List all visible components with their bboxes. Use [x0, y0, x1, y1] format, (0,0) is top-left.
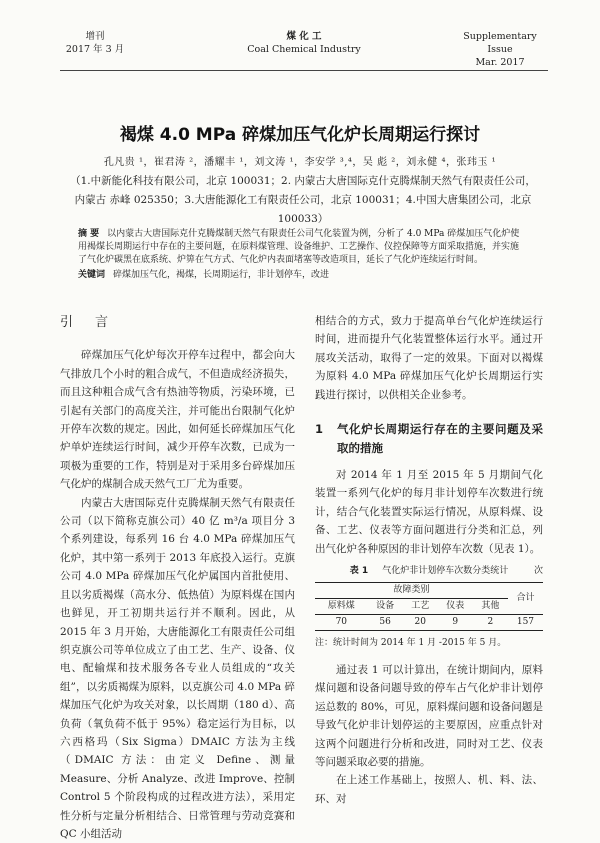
- journal-name-en: Coal Chemical Industry: [247, 44, 361, 55]
- table-1-title: 气化炉非计划停车次数分类统计: [382, 566, 509, 577]
- table-1-label: 表 1: [349, 566, 369, 577]
- affiliations: （1.中新能化科技有限公司，北京 100031；2. 内蒙古大唐国际克什克腾煤制天然气有限责任公司，内蒙古 赤峰 025350；3.大唐能源化工有限责任公司，北京 100031；4.中国大唐集团公司，北京 100033）: [70, 175, 536, 225]
- paper-title: 褐煤 4.0 MPa 碎煤加压气化炉长周期运行探讨: [119, 125, 481, 145]
- table-total-header: 合计: [516, 593, 535, 604]
- table-group-header: 故障类别: [315, 583, 508, 599]
- left-column: [60, 312, 295, 843]
- table-header-row: [315, 583, 543, 599]
- table-1: [315, 582, 543, 631]
- table-cell: 70: [335, 617, 348, 628]
- keywords-text: 碎煤加压气化，褐煤，长周期运行，非计划停车，改进: [113, 270, 330, 280]
- table-row: [315, 615, 543, 631]
- issue-date-en: Mar. 2017: [475, 57, 525, 68]
- section-1-paragraph-2: 通过表 1 可以计算出，在统计期间内，原料煤问题和设备问题导致的停车占气化炉非计划停运总数的 80%，可见，原料煤问题和设备问题是导致气化炉非计划停运的主要原因，应重点针对这两个问题进行分析和改进，同时对工艺、仪表等问题采取必要的措施。: [315, 663, 543, 768]
- abstract: [78, 228, 524, 267]
- abstract-block: [78, 228, 524, 282]
- section-1-number: 1: [315, 422, 324, 437]
- keywords-label: 关键词: [78, 270, 106, 280]
- table-cell: 9: [452, 617, 459, 628]
- table-1-note: 注：统计时间为 2014 年 1 月 -2015 年 5 月。: [315, 638, 507, 649]
- table-1-caption: [315, 562, 543, 580]
- section-1-title: 气化炉长周期运行存在的主要问题及采取的措施: [337, 422, 543, 456]
- right-column: [315, 312, 543, 808]
- intro-heading: 引言: [60, 315, 131, 330]
- table-col-header: 其他: [481, 601, 500, 612]
- table-1-unit: 次: [533, 566, 543, 577]
- intro-paragraph-1: 碎煤加压气化炉每次开停车过程中，都会向大气排放几个小时的粗合成气，不但造成经济损失，而且这种粗合成气含有热油等物质，污染环境，已引起有关部门的高度关注，并可能出台限制气化炉开停车次数的规定。因此，如何延长碎煤加压气化炉单炉连续运行时间，减少开停车次数，已成为一项极为重要的工作，特别是对于采用多台碎煤加压气化炉的煤制合成天然气工厂尤为重要。: [60, 349, 295, 491]
- table-cell: 56: [379, 617, 391, 628]
- intro-paragraph-2: 内蒙古大唐国际克什克腾煤制天然气有限责任公司（以下简称克旗公司）40 亿 m³/a 项目分 3 个系列建设，每系列 16 台 4.0 MPa 碎煤加压气化炉，其中第一系列于 2013 年底投入运行。克旗公司 4.0 MPa 碎煤加压气化炉属国内首批使用、且以劣质褐煤（高水分、低热值）为原料煤在国内也鲜见，开工初期共运行并不顺利。因此，从 2015 年 3 月开始，大唐能源化工有限责任公司组织克旗公司等单位成立了由工艺、生产、设备、仪电、配输煤和技术服务各专业人员组成的“攻关组”，以劣质褐煤为原料，以克旗公司 4.0 MPa 碎煤加压气化炉为攻关对象，以长周期（180 d）、高负荷（氧负荷不低于 95%）稳定运行为目标，以六西格玛（Six Sigma）DMAIC 方法为主线（DMAIC 方法：由定义 Define、测量 Measure、分析 Analyze、改进 Improve、控制 Control 5 个阶段构成的过程改进方法），采用定性分析与定量分析相结合、日常管理与劳动竞赛和 QC 小组活动: [60, 496, 295, 840]
- abstract-text: 以内蒙古大唐国际克什克腾煤制天然气有限责任公司气化装置为例，分析了 4.0 MPa 碎煤加压气化炉使用褐煤长周期运行中存在的主要问题，在原料煤管理、设备维护、工艺操作、仪控保障等方面采取措施，并实施了气化炉碳黑在底系统、炉箅在气方式、气化炉内表面堵塞等改造项目，延长了气化炉连续运行时间。: [78, 229, 520, 265]
- intro-continuation: 相结合的方式，致力于提高单台气化炉连续运行时间，进而提升气化装置整体运行水平。通过开展攻关活动，取得了一定的效果。下面对以褐煤为原料 4.0 MPa 碎煤加压气化炉长周期运行实践进行探讨，以供相关企业参考。: [315, 315, 543, 401]
- abstract-label: 摘 要: [78, 229, 100, 239]
- section-1-paragraph-1: 对 2014 年 1 月至 2015 年 5 月期间气化装置一系列气化炉的每月非计划停车次数进行统计，结合气化装置实际运行情况，从原料煤、设备、工艺、仪表等方面问题进行分类和汇总，列出气化炉各种原因的非计划停车次数（见表 1）。: [315, 469, 543, 555]
- author-list: 孔凡贵 ¹，崔君涛 ²，潘耀丰 ¹，刘文涛 ¹，李安学 ³,⁴，吴 彪 ²，刘永健 ⁴，张玮玉 ¹: [103, 157, 497, 168]
- table-col-header: 仪表: [446, 601, 465, 612]
- table-col-header: 原料煤: [327, 601, 355, 612]
- table-col-header: 工艺: [411, 601, 430, 612]
- running-header: [60, 30, 548, 71]
- table-cell: 157: [516, 617, 535, 628]
- issue-date: 2017 年 3 月: [65, 44, 125, 55]
- section-1-paragraph-3: 在上述工作基础上，按照人、机、料、法、环、对: [315, 774, 543, 805]
- issue-label-en: Supplementary Issue: [463, 31, 537, 55]
- table-cell: 20: [414, 617, 426, 628]
- table-cell: 2: [487, 617, 494, 628]
- issue-label: 增刊: [85, 31, 105, 42]
- section-1-heading: [315, 420, 543, 458]
- table-col-header: 设备: [376, 601, 395, 612]
- keywords: [78, 269, 524, 282]
- header-right: [452, 30, 548, 69]
- journal-name-cn: 煤 化 工: [286, 31, 322, 42]
